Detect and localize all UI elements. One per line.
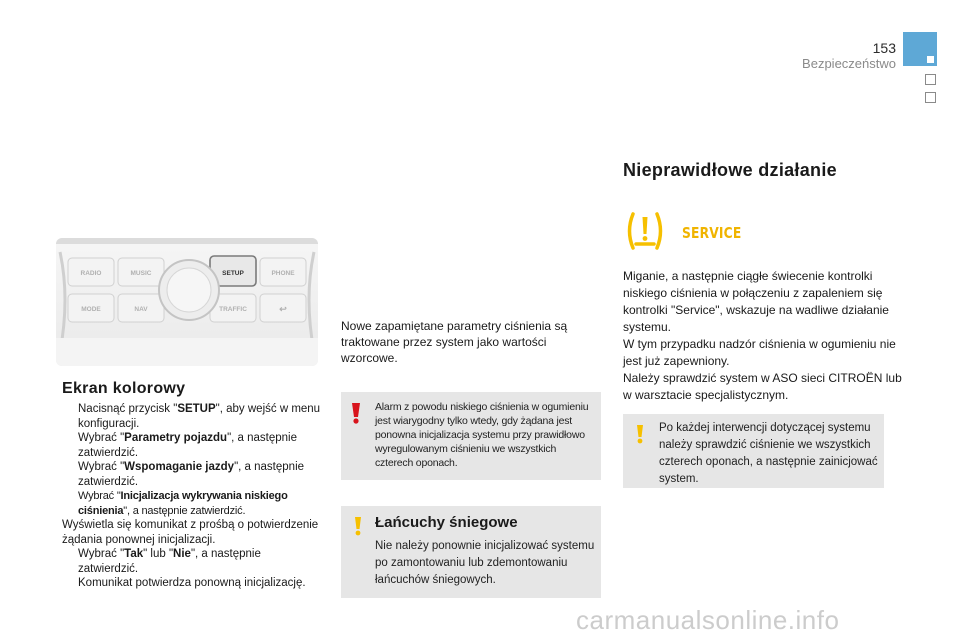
confirmation-note: Komunikat potwierdza ponowną inicjalizację. <box>78 577 306 589</box>
watermark: carmanualsonline.info <box>576 605 840 635</box>
malfunction-paragraph: Należy sprawdzić system w ASO sieci CITROËN lub w warsztacie specjalistycznym. <box>623 371 902 402</box>
instruction-list <box>62 402 324 591</box>
list-item: Wybrać "Parametry pojazdu", a następnie zatwierdzić. <box>78 432 298 459</box>
chapter-tab-box <box>925 74 936 85</box>
radio-control-panel-image <box>56 238 318 366</box>
back-button-label: ↩ <box>279 304 287 314</box>
snow-chains-title: Łańcuchy śniegowe <box>375 514 518 531</box>
exclamation-warning-icon <box>349 402 363 424</box>
snow-chains-text: Nie należy ponownie inicjalizować systemu po zamontowaniu lub zdemontowaniu łańcuchów śniegowych. <box>375 540 595 586</box>
malfunction-paragraph: Miganie, a następnie ciągłe świecenie kontrolki niskiego ciśnienia w połączeniu z zapaleniem się kontrolki "Service", wskazuje na wadliwe działanie systemu. <box>623 269 889 334</box>
tyre-pressure-warning-icon <box>624 210 666 252</box>
traffic-button-label: TRAFFIC <box>219 306 247 313</box>
music-button-label: MUSIC <box>130 270 152 277</box>
section-title: Bezpieczeństwo <box>802 56 896 71</box>
page-number: 153 <box>872 40 896 56</box>
snow-chains-box <box>341 506 601 598</box>
reference-values-text: Nowe zapamiętane parametry ciśnienia są traktowane przez system jako wartości wzorcowe. <box>341 319 568 365</box>
list-item: Wybrać "Wspomaganie jazdy", a następnie zatwierdzić. <box>78 461 305 488</box>
radio-panel-illustration <box>56 238 318 366</box>
list-item: Wybrać "Tak" lub "Nie", a następnie zatwierdzić. Komunikat potwierdza ponowną inicjalizację. <box>62 547 324 591</box>
info-icon <box>351 516 365 536</box>
nav-button-label: NAV <box>134 306 148 313</box>
chapter-tab-box <box>925 92 936 103</box>
mode-button-label: MODE <box>81 306 101 313</box>
list-item: Wybrać "Inicjalizacja wykrywania niskiego ciśnienia", a następnie zatwierdzić. <box>78 490 288 517</box>
list-item: Nacisnąć przycisk "SETUP", aby wejść w menu konfiguracji. <box>78 403 321 430</box>
heading-malfunction: Nieprawidłowe działanie <box>623 160 837 180</box>
phone-button-label: PHONE <box>271 270 295 277</box>
warning-box <box>341 392 601 480</box>
radio-button-label: RADIO <box>80 270 102 277</box>
confirmation-paragraph: Wyświetla się komunikat z prośbą o potwierdzenie żądania ponownej inicjalizacji. <box>62 519 319 546</box>
info-box <box>623 414 884 488</box>
malfunction-description <box>623 268 903 404</box>
malfunction-paragraph: W tym przypadku nadzór ciśnienia w ogumieniu nie jest już zapewniony. <box>623 337 896 368</box>
heading-color-screen: Ekran kolorowy <box>62 380 186 397</box>
info-icon <box>633 424 647 444</box>
chapter-tab-marker <box>927 56 934 63</box>
info-text: Po każdej interwencji dotyczącej systemu należy sprawdzić ciśnienie we wszystkich czterech oponach, a następnie zainicjować system. <box>659 422 878 485</box>
service-warning-label: SERVICE <box>682 224 742 242</box>
setup-button-label: SETUP <box>222 270 244 277</box>
warning-text: Alarm z powodu niskiego ciśnienia w ogumieniu jest wiarygodny tylko wtedy, gdy żądana jest ponowna inicjalizacja systemu przy prawidłowo wyregulowanym ciśnieniu we wszystkich czterech oponach. <box>375 401 589 469</box>
